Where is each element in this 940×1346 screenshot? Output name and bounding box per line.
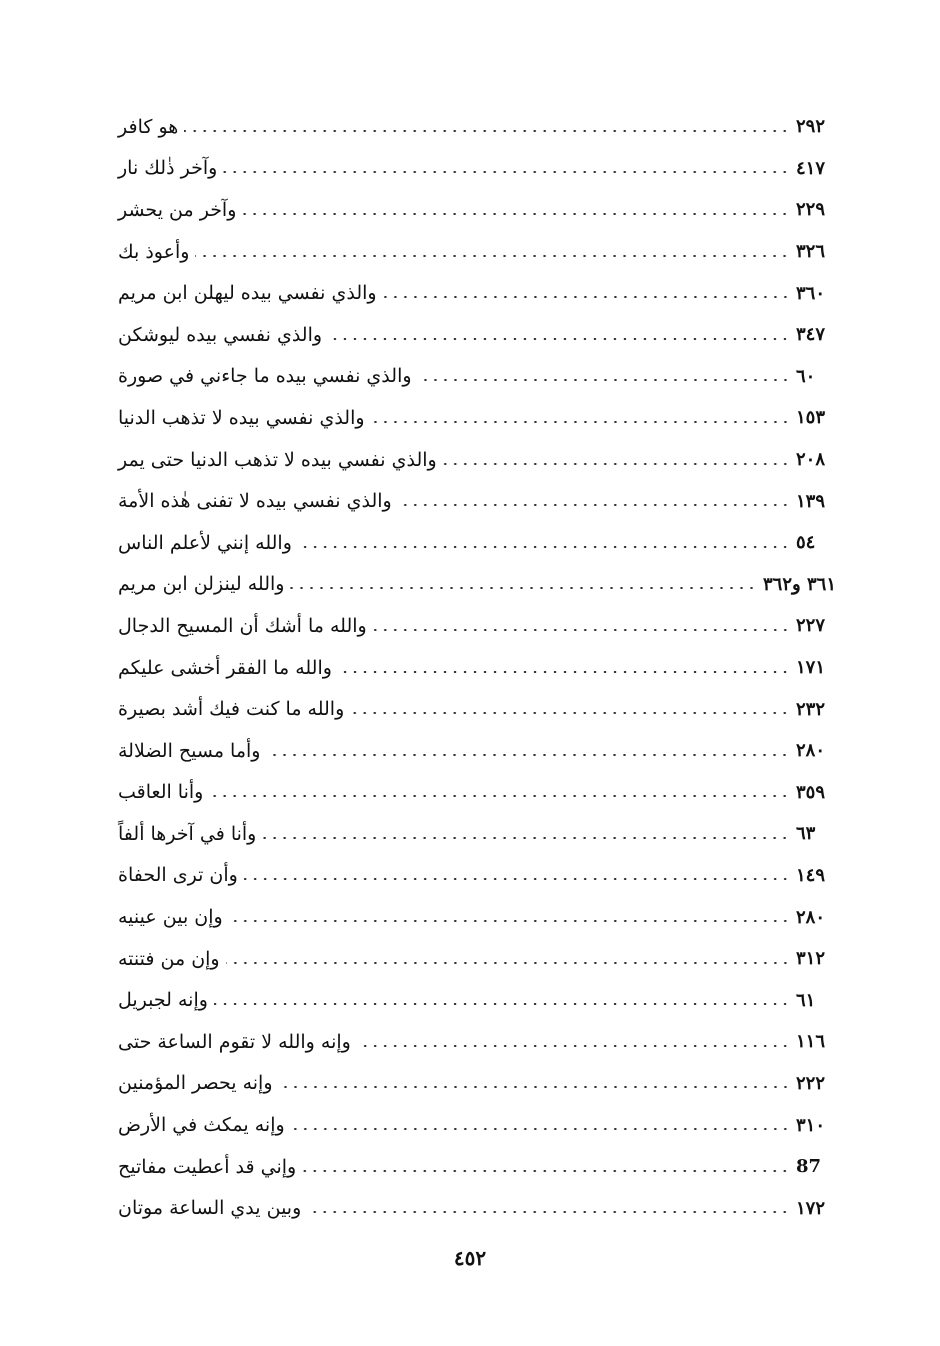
leader-dots — [418, 379, 790, 381]
page-reference: ٢٨٠ — [796, 740, 826, 762]
index-entry — [108, 522, 836, 564]
index-entry — [108, 397, 836, 439]
leader-dots — [223, 171, 790, 173]
leader-dots — [383, 296, 790, 298]
index-entry — [108, 1146, 836, 1188]
page-reference: ٢٠٨ — [796, 449, 826, 471]
leader-dots — [302, 1170, 790, 1172]
entry-text: والذي نفسي بيده لا تفنى هٰذه الأمة — [118, 490, 392, 513]
entry-text: وإن بين عينيه — [118, 906, 223, 929]
leader-dots — [262, 837, 790, 839]
leader-dots — [307, 1211, 790, 1213]
leader-dots — [244, 878, 790, 880]
index-entry — [108, 813, 836, 855]
entry-text: وبين يدي الساعة موتان — [118, 1197, 302, 1220]
entry-text: والله إنني لأعلم الناس — [118, 531, 292, 554]
leader-dots — [226, 962, 790, 964]
index-entry — [108, 1063, 836, 1105]
page-reference: ٢٩٢ — [796, 116, 826, 138]
entry-text: والذي نفسي بيده لا تذهب الدنيا حتى يمر — [118, 448, 437, 471]
page-reference: ١٥٣ — [796, 407, 826, 429]
entry-text: وأعوذ بك — [118, 240, 190, 263]
index-entry — [108, 148, 836, 190]
entry-text: والذي نفسي بيده ما جاءني في صورة — [118, 365, 412, 388]
index-entry — [108, 772, 836, 814]
index-entry — [108, 231, 836, 273]
leader-dots — [214, 1003, 790, 1005]
page-reference: ١٤٩ — [796, 864, 826, 886]
entry-text: وإنه والله لا تقوم الساعة حتى — [118, 1030, 351, 1053]
index-entry — [108, 356, 836, 398]
page-reference: ٣٤٧ — [796, 324, 826, 346]
leader-dots — [443, 463, 790, 465]
index-entry — [108, 314, 836, 356]
page-reference: ١١٦ — [796, 1031, 826, 1053]
page-reference: ٣٢٦ — [796, 241, 826, 263]
entry-text: والذي نفسي بيده ليوشكن — [118, 323, 323, 346]
page-reference: ١٧١ — [796, 657, 826, 679]
leader-dots — [373, 629, 790, 631]
leader-dots — [290, 587, 757, 589]
index-entry — [108, 730, 836, 772]
index-entry — [108, 189, 836, 231]
page-reference: ١٧٢ — [796, 1197, 826, 1219]
leader-dots — [357, 1045, 790, 1047]
index-entry — [108, 605, 836, 647]
index-entry — [108, 564, 836, 606]
page-reference: ٣٦١ و٣٦٢ — [763, 573, 836, 595]
index-entry — [108, 272, 836, 314]
page-reference: ٦٠ — [796, 365, 816, 387]
leader-dots — [291, 1128, 790, 1130]
entry-text: هو كافر — [118, 115, 179, 138]
entry-text: والله ما كنت فيك أشد بصيرة — [118, 698, 345, 721]
leader-dots — [371, 421, 790, 423]
page-reference: ٢٢٧ — [796, 615, 826, 637]
leader-dots — [279, 1086, 791, 1088]
entry-text: وإني قد أعطيت مفاتيح — [118, 1155, 297, 1178]
page-reference: ٢٣٢ — [796, 698, 826, 720]
leader-dots — [328, 338, 790, 340]
page-reference: ٢٨٠ — [796, 906, 826, 928]
leader-dots — [266, 754, 790, 756]
index-entry — [108, 896, 836, 938]
leader-dots — [338, 671, 790, 673]
leader-dots — [298, 546, 790, 548]
page-reference: 87 — [796, 1156, 822, 1178]
index-entry — [108, 647, 836, 689]
page-reference: ٦١ — [796, 989, 816, 1011]
entry-text: وأما مسيح الضلالة — [118, 739, 261, 762]
page-number: ٤٥٢ — [453, 1246, 487, 1270]
page-reference: ٤١٧ — [796, 157, 826, 179]
index-entry — [108, 1021, 836, 1063]
leader-dots — [195, 255, 790, 257]
leader-dots — [398, 504, 790, 506]
entry-text: والذي نفسي بيده لا تذهب الدنيا — [118, 406, 365, 429]
page-reference: ٢٢٢ — [796, 1072, 826, 1094]
index-entry — [108, 480, 836, 522]
entry-text: والله لينزلن ابن مريم — [118, 573, 285, 596]
leader-dots — [350, 712, 790, 714]
entry-text: وإنه يحصر المؤمنين — [118, 1072, 273, 1095]
page-reference: ٢٢٩ — [796, 199, 826, 221]
entry-text: والله ما أشك أن المسيح الدجال — [118, 614, 367, 637]
leader-dots — [229, 920, 790, 922]
entry-text: وآخر من يحشر — [118, 198, 237, 221]
page-reference: ٣١٠ — [796, 1114, 826, 1136]
index-entry — [108, 938, 836, 980]
entry-text: والذي نفسي بيده ليهلن ابن مريم — [118, 282, 377, 305]
page-reference: ٣٥٩ — [796, 781, 826, 803]
entry-text: وإن من فتنته — [118, 947, 220, 970]
entry-text: وإنه لجبريل — [118, 989, 208, 1012]
index-entry — [108, 855, 836, 897]
entry-text: وإنه يمكث في الأرض — [118, 1114, 285, 1137]
index-entry — [108, 1104, 836, 1146]
leader-dots — [209, 795, 790, 797]
index-entry — [108, 106, 836, 148]
leader-dots — [184, 130, 790, 132]
entry-text: والله ما الفقر أخشى عليكم — [118, 656, 332, 679]
page-reference: ٥٤ — [796, 532, 816, 554]
entry-text: وأنا في آخرها ألفاً — [118, 822, 257, 845]
index-entry — [108, 979, 836, 1021]
index-entry — [108, 1187, 836, 1229]
entry-text: وآخر ذٰلك نار — [118, 157, 218, 180]
page-reference: ١٣٩ — [796, 490, 826, 512]
entry-text: وأن ترى الحفاة — [118, 864, 238, 887]
index-entry — [108, 688, 836, 730]
page-reference: ٣١٢ — [796, 948, 826, 970]
index-entry — [108, 439, 836, 481]
index-entry-list — [108, 106, 836, 1229]
entry-text: وأنا العاقب — [118, 781, 204, 804]
page-reference: ٦٣ — [796, 823, 816, 845]
page-reference: ٣٦٠ — [796, 282, 826, 304]
leader-dots — [242, 213, 790, 215]
